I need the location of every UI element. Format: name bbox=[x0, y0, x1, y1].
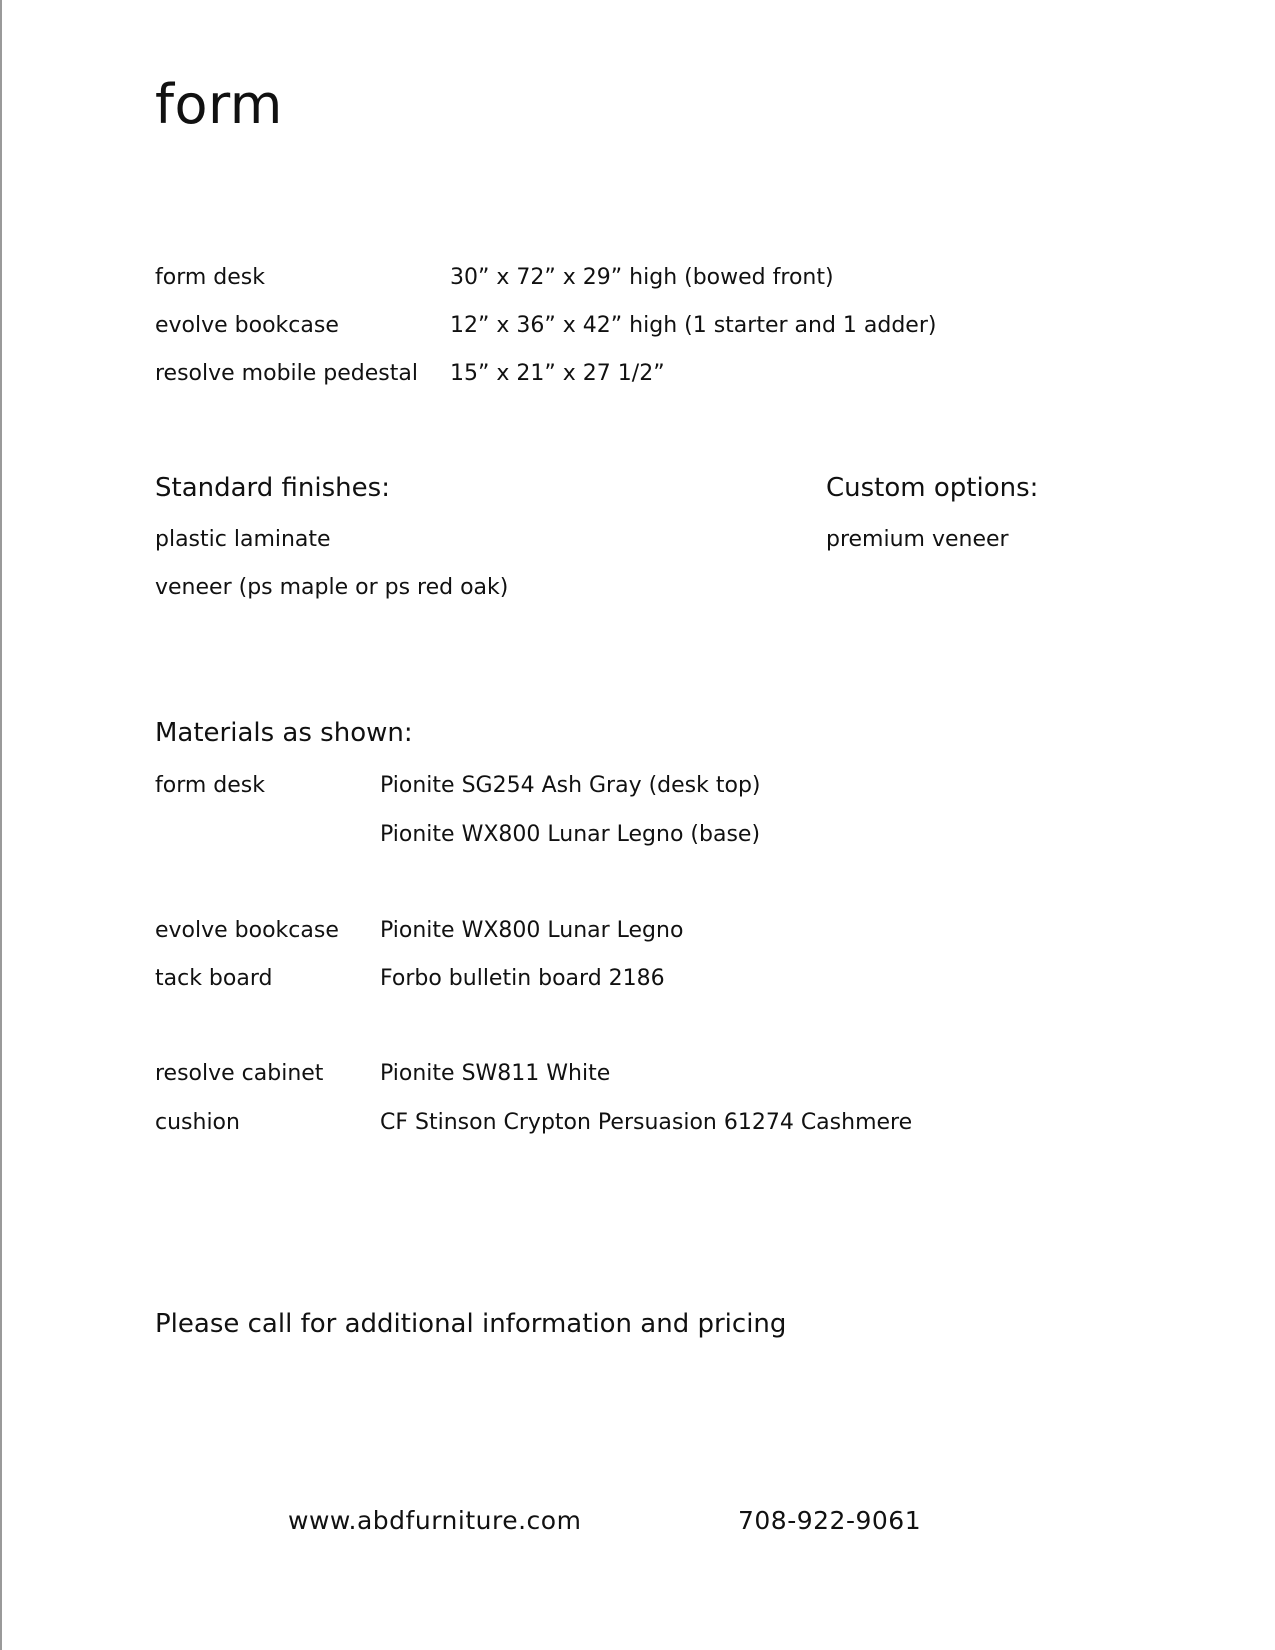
material-value: Forbo bulletin board 2186 bbox=[380, 966, 665, 991]
standard-finish-item: veneer (ps maple or ps red oak) bbox=[155, 575, 509, 600]
dimension-size-form-desk: 30” x 72” x 29” high (bowed front) bbox=[450, 265, 834, 290]
call-for-info-note: Please call for additional information and pricing bbox=[155, 1309, 787, 1339]
material-item-label: tack board bbox=[155, 966, 273, 991]
phone-number: 708-922-9061 bbox=[738, 1506, 922, 1535]
material-item-label: resolve cabinet bbox=[155, 1061, 324, 1086]
materials-heading: Materials as shown: bbox=[155, 718, 413, 748]
standard-finish-item: plastic laminate bbox=[155, 527, 331, 552]
standard-finishes-heading: Standard finishes: bbox=[155, 473, 390, 503]
dimension-item-resolve-pedestal: resolve mobile pedestal bbox=[155, 361, 418, 386]
material-value: CF Stinson Crypton Persuasion 61274 Cashmere bbox=[380, 1110, 913, 1135]
material-item-label: cushion bbox=[155, 1110, 240, 1135]
page-title: form bbox=[155, 73, 283, 136]
material-value: Pionite WX800 Lunar Legno (base) bbox=[380, 822, 761, 847]
custom-option-item: premium veneer bbox=[826, 527, 1009, 552]
material-value: Pionite WX800 Lunar Legno bbox=[380, 918, 684, 943]
page-left-edge bbox=[0, 0, 2, 1650]
material-value: Pionite SW811 White bbox=[380, 1061, 611, 1086]
material-item-label: form desk bbox=[155, 773, 265, 798]
dimension-size-evolve-bookcase: 12” x 36” x 42” high (1 starter and 1 adder) bbox=[450, 313, 937, 338]
material-item-label: evolve bookcase bbox=[155, 918, 339, 943]
dimension-size-resolve-pedestal: 15” x 21” x 27 1/2” bbox=[450, 361, 665, 386]
dimension-item-evolve-bookcase: evolve bookcase bbox=[155, 313, 339, 338]
material-value: Pionite SG254 Ash Gray (desk top) bbox=[380, 773, 761, 798]
custom-options-heading: Custom options: bbox=[826, 473, 1039, 503]
dimension-item-form-desk: form desk bbox=[155, 265, 265, 290]
website-link[interactable]: www.abdfurniture.com bbox=[288, 1506, 582, 1535]
